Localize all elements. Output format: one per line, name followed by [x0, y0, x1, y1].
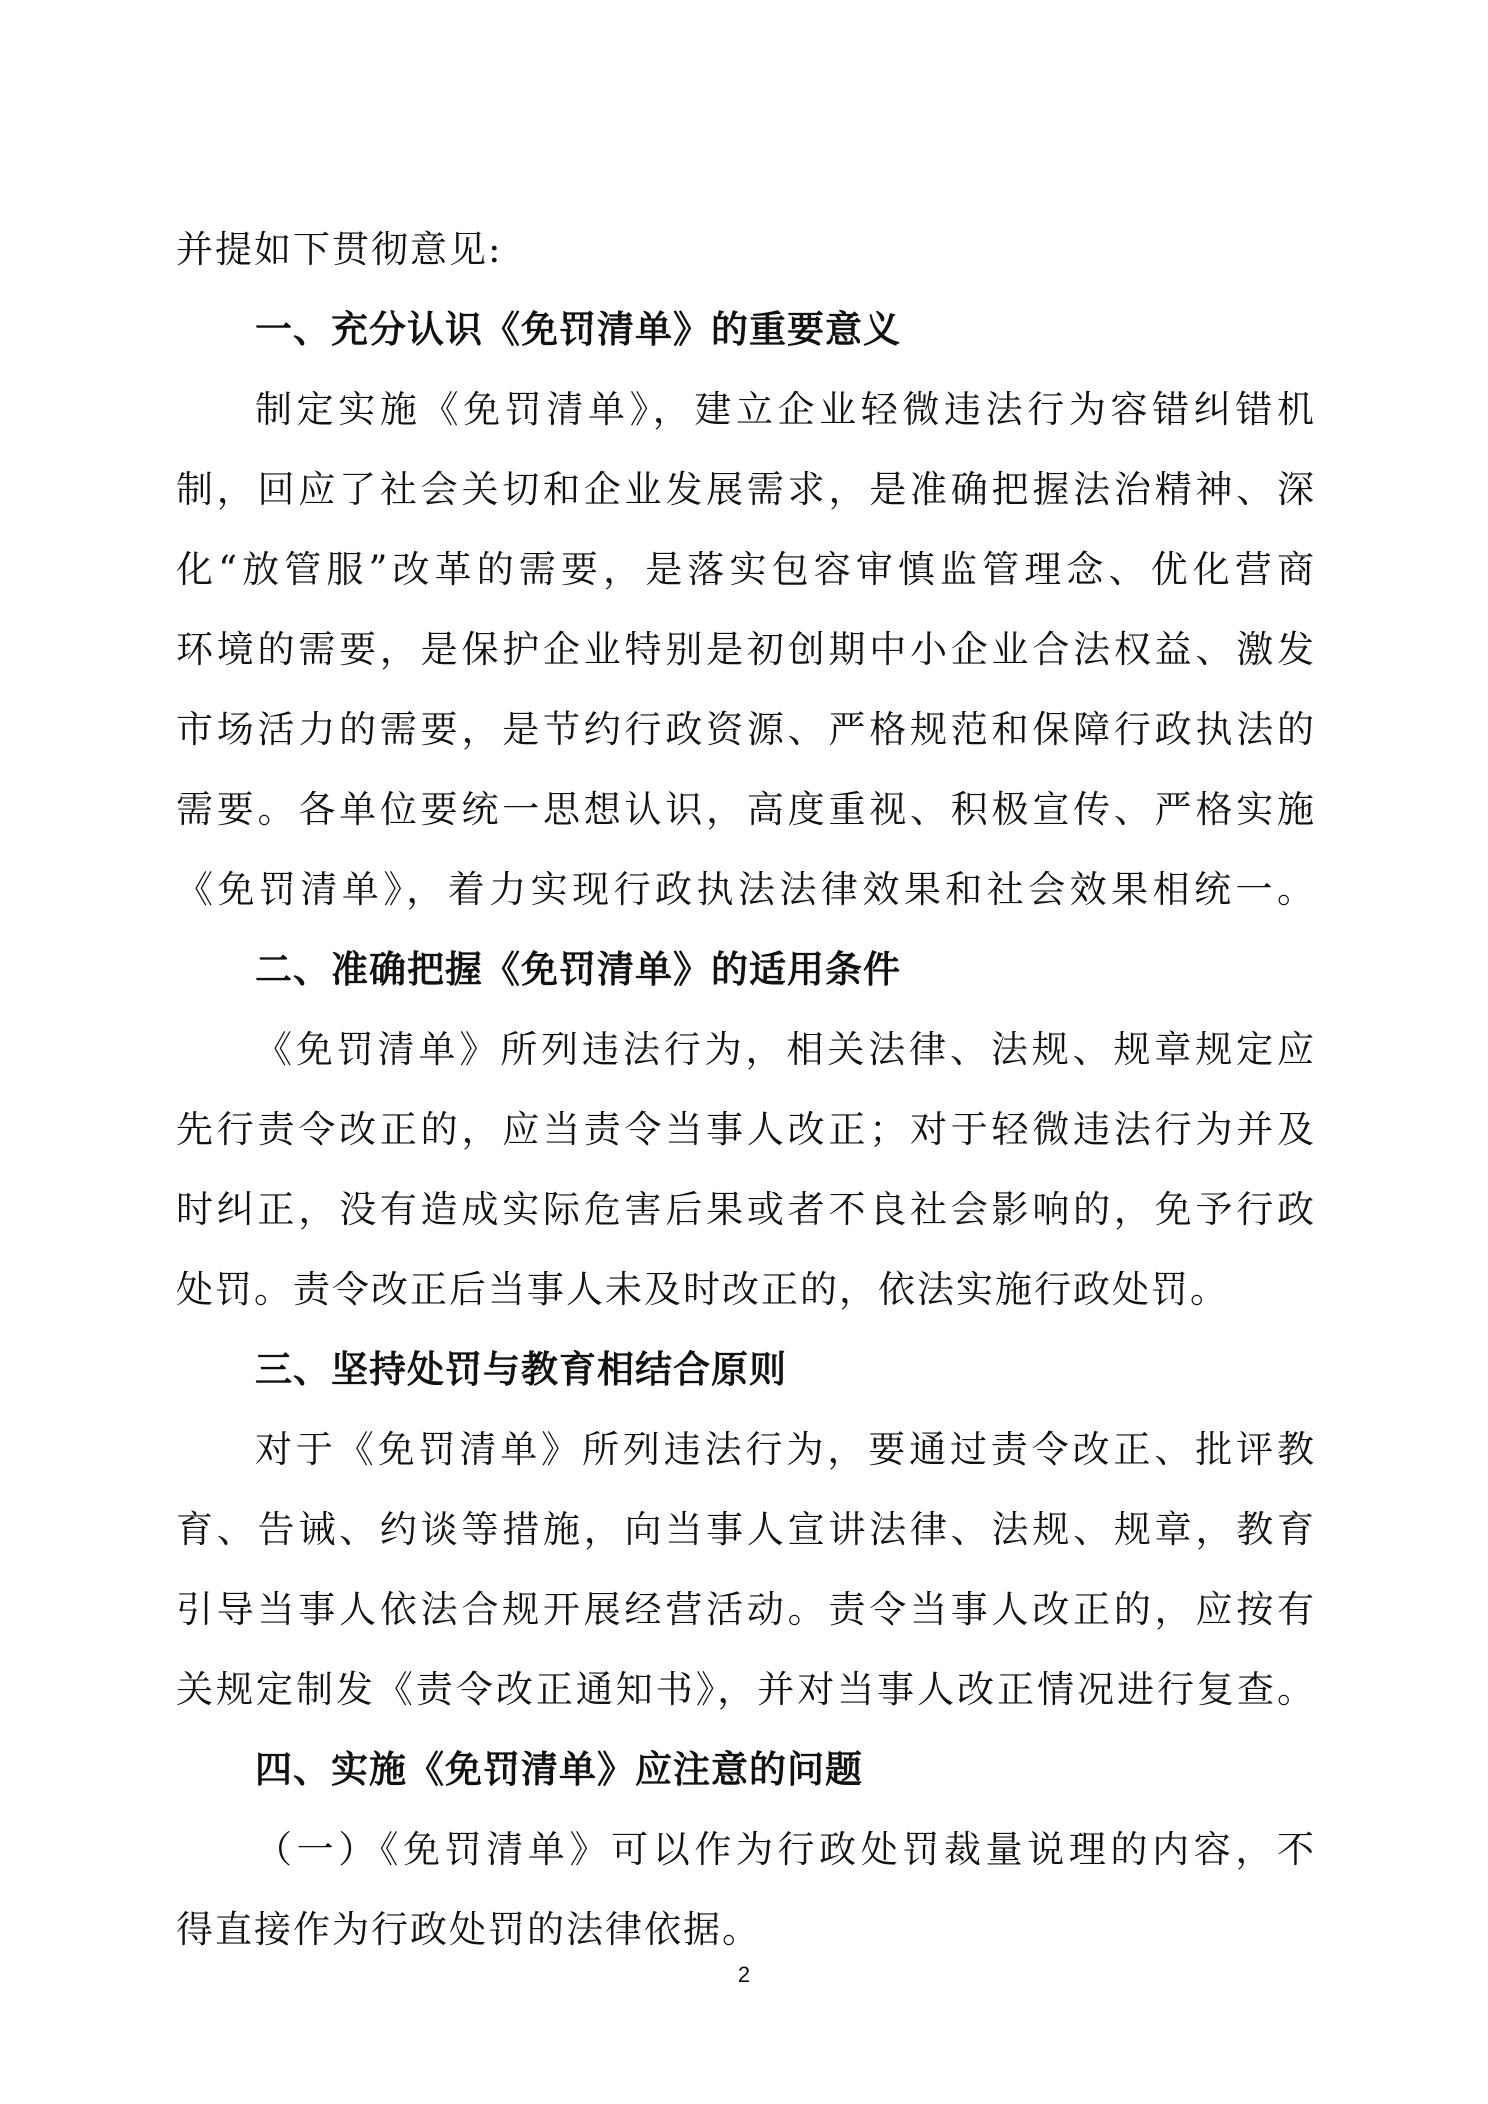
body-text-line: 化“放管服”改革的需要，是落实包容审慎监管理念、优化营商	[176, 548, 1316, 591]
section-heading-2: 二、准确把握《免罚清单》的适用条件	[255, 948, 901, 991]
body-text-line: 并提如下贯彻意见:	[176, 228, 503, 271]
page-number: 2	[737, 1962, 751, 1987]
body-text-line: 《免罚清单》所列违法行为，相关法律、法规、规章规定应	[255, 1028, 1316, 1071]
section-heading-3: 三、坚持处罚与教育相结合原则	[255, 1348, 787, 1391]
body-text-line: （一）《免罚清单》可以作为行政处罚裁量说理的内容，不	[255, 1828, 1316, 1871]
body-text-line: 制定实施《免罚清单》，建立企业轻微违法行为容错纠错机	[255, 388, 1316, 431]
body-text-line: 得直接作为行政处罚的法律依据。	[176, 1908, 761, 1951]
section-heading-1: 一、充分认识《免罚清单》的重要意义	[255, 308, 901, 351]
body-text-line: 先行责令改正的，应当责令当事人改正；对于轻微违法行为并及	[176, 1108, 1316, 1151]
body-text-line: 处罚。责令改正后当事人未及时改正的，依法实施行政处罚。	[176, 1268, 1229, 1311]
body-text-line: 市场活力的需要，是节约行政资源、严格规范和保障行政执法的	[176, 708, 1316, 751]
body-text-line: 制，回应了社会关切和企业发展需求，是准确把握法治精神、深	[176, 468, 1316, 511]
body-text-line: 关规定制发《责令改正通知书》，并对当事人改正情况进行复查。	[176, 1668, 1316, 1711]
body-text-line: 需要。各单位要统一思想认识，高度重视、积极宣传、严格实施	[176, 788, 1316, 831]
body-text-line: 时纠正，没有造成实际危害后果或者不良社会影响的，免予行政	[176, 1188, 1316, 1231]
body-text-line: 育、告诫、约谈等措施，向当事人宣讲法律、法规、规章，教育	[176, 1508, 1316, 1551]
body-text-line: 《免罚清单》，着力实现行政执法法律效果和社会效果相统一。	[176, 868, 1316, 911]
body-text-line: 对于《免罚清单》所列违法行为，要通过责令改正、批评教	[255, 1428, 1316, 1471]
body-text-line: 引导当事人依法合规开展经营活动。责令当事人改正的，应按有	[176, 1588, 1316, 1631]
section-heading-4: 四、实施《免罚清单》应注意的问题	[255, 1748, 863, 1791]
body-text-line: 环境的需要，是保护企业特别是初创期中小企业合法权益、激发	[176, 628, 1316, 671]
